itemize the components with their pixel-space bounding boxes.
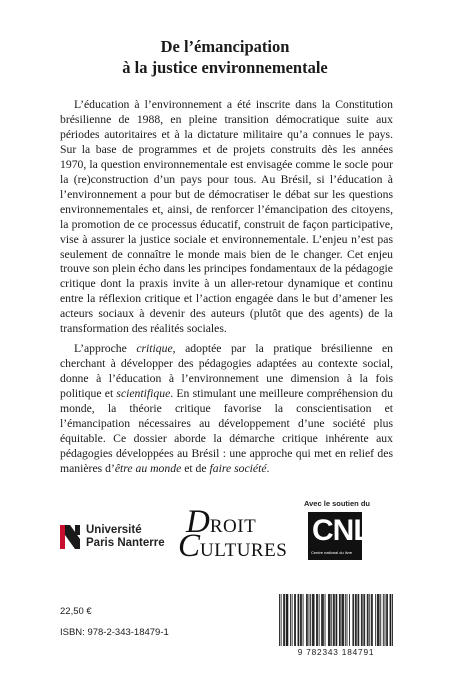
paragraph-2 [60, 342, 393, 477]
emphasis-faire-societe: faire société [209, 461, 267, 475]
emphasis-scientifique: scientifique [116, 387, 171, 401]
barcode-bar [330, 594, 331, 646]
barcode-bar [377, 594, 378, 646]
title-line-1: De l’émancipation [160, 37, 290, 56]
barcode-bar [361, 594, 362, 646]
isbn: ISBN: 978-2-343-18479-1 [60, 627, 169, 638]
back-cover-text [60, 98, 393, 477]
barcode-bar [294, 594, 295, 646]
cnl-logo [304, 499, 384, 565]
barcode-bar [313, 594, 314, 646]
barcode-bar [310, 594, 311, 646]
barcode-bar [323, 594, 324, 646]
barcode-bar [379, 594, 380, 646]
barcode-bar [386, 594, 387, 646]
paragraph-1: L’éducation à l’environnement a été inscrite dans la Constitution brésilienne de 1988, en pleine transition démocratique suite aux périodes autoritaires et à la dictature militaire qu’a connues le pays. Sur la base de programmes et de projets construits dès les années 1970, la question environnementale est envisagée comme le socle pour la (re)construction d’un pays pour tous. Au Brésil, si l’éducation à l’environnement a pour but de démocratiser le débat sur les questions environnementales et, ainsi, de renforcer l’émancipation des citoyens, la promotion de ce processus éducatif, construit de façon participative, vise à assurer la justice sociale et environnementale. L’enjeu n’est pas seulement de connaître le monde mais bien de le changer. Cet enjeu trouve son plein écho dans les principes fondamentaux de la pédagogie critique dont la praxis invite à un aller-retour dynamique et continu entre la réflexion critique et l’action engagée dans le but d’amener les acteurs sociaux à devenir des auteurs (plutôt que des agents) de la transformation des réalités sociales. [60, 98, 393, 336]
barcode-bar [340, 594, 341, 646]
title-line-2: à la justice environnementale [122, 58, 328, 77]
barcode-bar [317, 594, 318, 646]
price: 22,50 € [60, 606, 92, 617]
droit-cultures-logo [178, 504, 288, 564]
barcode-bar [283, 594, 284, 646]
droit-rest: ROIT [209, 516, 257, 537]
emphasis-critique: critique [136, 342, 173, 356]
barcode-bar [306, 594, 307, 646]
barcode-bar [347, 594, 348, 646]
barcode-bar [367, 594, 368, 646]
barcode-bar [300, 594, 301, 646]
university-line-1: Université [86, 524, 142, 536]
barcode-bar [364, 594, 365, 646]
cnl-letters: CNL [312, 514, 371, 547]
barcode-bar [287, 594, 288, 646]
universite-paris-nanterre-logo [60, 521, 180, 553]
barcode-bar [368, 594, 369, 646]
barcode-bar [298, 594, 299, 646]
barcode-bar [279, 594, 280, 646]
barcode-bar [286, 594, 287, 646]
barcode-bar [322, 594, 323, 646]
barcode-bar [380, 594, 381, 646]
barcode-bar [321, 594, 322, 646]
paragraph-2-text: L’approche [74, 342, 137, 356]
barcode-bar [319, 594, 320, 646]
cnl-caption: Avec le soutien du [304, 499, 370, 508]
paragraph-2-text: . [266, 461, 270, 475]
barcode-bar [355, 594, 356, 646]
barcode-bar [307, 594, 308, 646]
barcode-bar [336, 594, 337, 646]
barcode-bar [358, 594, 359, 646]
barcode-bar [309, 594, 310, 646]
barcode-bar [333, 594, 334, 646]
paragraph-2-text: et de [181, 461, 210, 475]
barcode-bar [392, 594, 393, 646]
barcode-digits: 9 782343 184791 [297, 647, 375, 657]
barcode-bar [336, 594, 337, 646]
droit-initial: D [186, 504, 210, 540]
paragraph-2-text: . En stimulant une meilleure compréhension du monde, la théorie critique favorise la conscientisation et l’émancipation nécessaires au développement d’une société plus équitable. Ce dossier aborde la démarche critique inhérente aux pédagogies développées au Brésil : une approche qui met en relief des manières d’ [60, 387, 393, 475]
barcode-bar [362, 594, 363, 646]
barcode-bar [342, 594, 343, 646]
barcode-icon [279, 594, 393, 650]
cultures-word [178, 528, 288, 565]
barcode-bar [363, 594, 364, 646]
barcode-bar [298, 594, 299, 646]
cnl-subtitle: Centre national du livre [311, 550, 353, 555]
cultures-initial: C [178, 528, 201, 564]
barcode-bar [331, 594, 332, 646]
barcode-bar [301, 594, 302, 646]
barcode-bar [290, 594, 291, 646]
barcode-bar [385, 594, 386, 646]
barcode-bar [341, 594, 342, 646]
cnl-block [308, 512, 371, 560]
barcode-bar [325, 594, 326, 646]
barcode-bar [314, 594, 315, 646]
barcode-bar [390, 594, 391, 646]
barcode-bar [390, 594, 391, 646]
barcode-bar [334, 594, 335, 646]
barcode-bar [387, 594, 388, 646]
barcode-bar [352, 594, 353, 646]
barcode-bar [295, 594, 296, 646]
barcode-bar [378, 594, 379, 646]
barcode-bar [292, 594, 293, 646]
university-name [86, 524, 165, 550]
barcode-bar [372, 594, 373, 646]
barcode-bar [345, 594, 346, 646]
cover-title [0, 36, 450, 78]
university-line-2: Paris Nanterre [86, 537, 165, 549]
barcode-bar [383, 594, 384, 646]
barcode-bar [353, 594, 354, 646]
barcode-bar [316, 594, 317, 646]
cultures-rest: ULTURES [200, 540, 288, 561]
barcode-bar [281, 594, 282, 646]
emphasis-etre-au-monde: être au monde [114, 461, 182, 475]
barcode-bar [375, 594, 376, 646]
barcode-bar [349, 594, 350, 646]
barcode-bar [303, 594, 304, 646]
barcode-bar [287, 594, 288, 646]
barcode-bar [369, 594, 370, 646]
barcode-bar [312, 594, 313, 646]
barcode-bar [358, 594, 359, 646]
barcode-bar [343, 594, 344, 646]
barcode-bar [371, 594, 372, 646]
paragraph-2-text: , adoptée par la pratique brésilienne en cherchant à développer des pédagogies adaptées au contexte social, donne à l’éducation à l’environnement une dimension à la fois politique et [60, 342, 393, 401]
barcode-bar [339, 594, 340, 646]
barcode-bar [329, 594, 330, 646]
barcode-bar [356, 594, 357, 646]
university-mark-icon [60, 525, 80, 549]
barcode-bar [328, 594, 329, 646]
barcode-bar [284, 594, 285, 646]
